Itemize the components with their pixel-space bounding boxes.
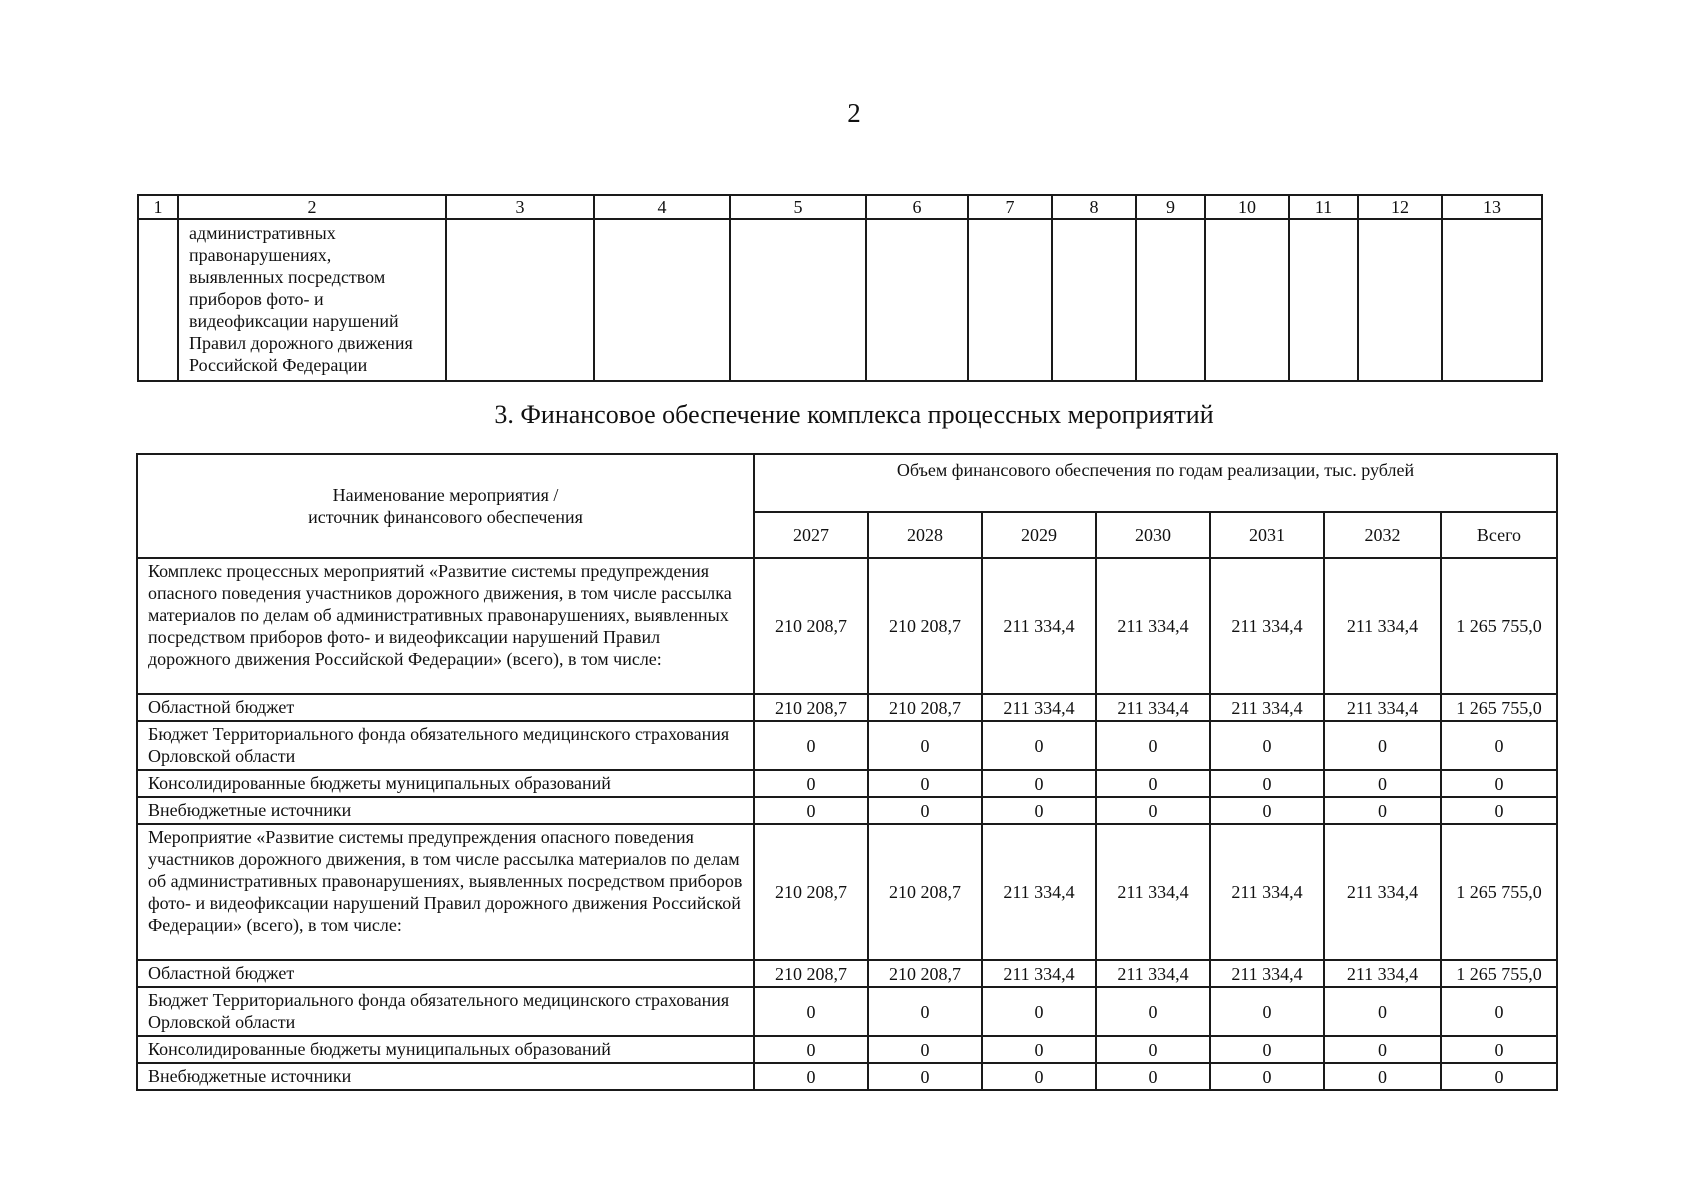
year-header: 2028 <box>868 512 982 558</box>
row-name-cell: Внебюджетные источники <box>137 797 754 824</box>
continued-text-cell <box>178 219 446 381</box>
value-cell: 211 334,4 <box>982 558 1096 694</box>
text-line: правонарушениях, <box>189 245 332 265</box>
total-value-cell: 0 <box>1441 987 1557 1036</box>
value-cell: 0 <box>1096 1063 1210 1090</box>
value-cell: 211 334,4 <box>1324 558 1441 694</box>
name-header-line: источник финансового обеспечения <box>308 507 583 527</box>
value-cell: 0 <box>1210 1063 1324 1090</box>
table-row <box>137 797 1557 824</box>
value-cell: 0 <box>1096 797 1210 824</box>
text-line: Российской Федерации <box>189 355 368 375</box>
value-cell: 0 <box>982 987 1096 1036</box>
value-cell: 211 334,4 <box>1210 824 1324 960</box>
row-name-cell: Мероприятие «Развитие системы предупреждения опасного поведения участников дорожного движения, в том числе рассылка материалов по делам об административных правонарушениях, выявленных посредством приборов фото- и видеофиксации нарушений Правил дорожного движения Российской Федерации» (всего), в том числе: <box>137 824 754 960</box>
value-cell: 0 <box>1324 1036 1441 1063</box>
value-cell: 0 <box>754 797 868 824</box>
value-cell: 0 <box>1210 987 1324 1036</box>
table-row <box>137 721 1557 770</box>
total-value-cell: 1 265 755,0 <box>1441 824 1557 960</box>
text-line: административных <box>189 223 336 243</box>
value-cell: 0 <box>982 721 1096 770</box>
value-cell: 210 208,7 <box>754 558 868 694</box>
value-cell: 211 334,4 <box>1210 694 1324 721</box>
value-cell: 0 <box>754 987 868 1036</box>
value-cell: 0 <box>1210 721 1324 770</box>
volume-header: Объем финансового обеспечения по годам реализации, тыс. рублей <box>754 454 1557 512</box>
name-header <box>137 454 754 558</box>
value-cell: 211 334,4 <box>1096 558 1210 694</box>
table-row <box>137 824 1557 960</box>
value-cell: 0 <box>1324 797 1441 824</box>
value-cell: 211 334,4 <box>1210 960 1324 987</box>
year-header: 2027 <box>754 512 868 558</box>
value-cell: 210 208,7 <box>754 694 868 721</box>
value-cell: 0 <box>754 1063 868 1090</box>
year-header: 2029 <box>982 512 1096 558</box>
value-cell: 0 <box>868 987 982 1036</box>
total-value-cell: 0 <box>1441 1036 1557 1063</box>
column-number-row <box>138 195 1542 219</box>
value-cell: 211 334,4 <box>1096 824 1210 960</box>
value-cell: 0 <box>1324 987 1441 1036</box>
value-cell: 210 208,7 <box>868 960 982 987</box>
table-cell <box>1442 219 1542 381</box>
row-name-cell: Областной бюджет <box>137 694 754 721</box>
total-value-cell: 0 <box>1441 797 1557 824</box>
name-header-line: Наименование мероприятия / <box>332 485 559 505</box>
table-row <box>138 219 1542 381</box>
value-cell: 0 <box>1096 721 1210 770</box>
row-name-cell: Областной бюджет <box>137 960 754 987</box>
value-cell: 0 <box>1210 797 1324 824</box>
column-number: 13 <box>1442 195 1542 219</box>
value-cell: 0 <box>1096 770 1210 797</box>
value-cell: 0 <box>1096 987 1210 1036</box>
row-name-cell: Бюджет Территориального фонда обязательного медицинского страхования Орловской области <box>137 987 754 1036</box>
text-line: видеофиксации нарушений <box>189 311 399 331</box>
total-value-cell: 1 265 755,0 <box>1441 960 1557 987</box>
finance-table-body <box>137 558 1557 1090</box>
value-cell: 210 208,7 <box>868 694 982 721</box>
column-number: 5 <box>730 195 866 219</box>
column-number: 4 <box>594 195 730 219</box>
total-value-cell: 0 <box>1441 721 1557 770</box>
column-number: 9 <box>1136 195 1205 219</box>
table-row <box>137 694 1557 721</box>
value-cell: 0 <box>868 1063 982 1090</box>
value-cell: 0 <box>868 1036 982 1063</box>
value-cell: 0 <box>754 770 868 797</box>
value-cell: 0 <box>1324 721 1441 770</box>
table-cell <box>1136 219 1205 381</box>
total-value-cell: 0 <box>1441 1063 1557 1090</box>
value-cell: 210 208,7 <box>754 960 868 987</box>
table-cell <box>1205 219 1289 381</box>
value-cell: 0 <box>868 721 982 770</box>
value-cell: 0 <box>1210 1036 1324 1063</box>
column-number: 11 <box>1289 195 1358 219</box>
table-row <box>137 1036 1557 1063</box>
table-row <box>137 960 1557 987</box>
value-cell: 0 <box>982 797 1096 824</box>
value-cell: 211 334,4 <box>1324 960 1441 987</box>
page-number: 2 <box>847 98 861 128</box>
row-name-cell: Консолидированные бюджеты муниципальных образований <box>137 1036 754 1063</box>
value-cell: 0 <box>982 1063 1096 1090</box>
continuation-table <box>137 194 1543 382</box>
column-number: 6 <box>866 195 968 219</box>
value-cell: 0 <box>868 797 982 824</box>
value-cell: 211 334,4 <box>982 694 1096 721</box>
table-row <box>137 987 1557 1036</box>
total-value-cell: 1 265 755,0 <box>1441 694 1557 721</box>
value-cell: 0 <box>982 1036 1096 1063</box>
value-cell: 211 334,4 <box>1096 694 1210 721</box>
finance-table <box>136 453 1558 1091</box>
year-header: 2030 <box>1096 512 1210 558</box>
table-cell <box>138 219 178 381</box>
text-line: Правил дорожного движения <box>189 333 413 353</box>
column-number: 7 <box>968 195 1052 219</box>
table-cell <box>730 219 866 381</box>
value-cell: 0 <box>982 770 1096 797</box>
value-cell: 0 <box>1096 1036 1210 1063</box>
table-cell <box>968 219 1052 381</box>
value-cell: 210 208,7 <box>868 824 982 960</box>
section-title: 3. Финансовое обеспечение комплекса процессных мероприятий <box>494 400 1214 429</box>
column-number: 3 <box>446 195 594 219</box>
row-name-cell: Внебюджетные источники <box>137 1063 754 1090</box>
table-row <box>137 558 1557 694</box>
table-cell <box>866 219 968 381</box>
value-cell: 0 <box>1210 770 1324 797</box>
table-row <box>137 1063 1557 1090</box>
value-cell: 211 334,4 <box>982 960 1096 987</box>
value-cell: 211 334,4 <box>1096 960 1210 987</box>
table-row <box>137 770 1557 797</box>
value-cell: 211 334,4 <box>1210 558 1324 694</box>
table-cell <box>594 219 730 381</box>
table-cell <box>1052 219 1136 381</box>
column-number: 1 <box>138 195 178 219</box>
year-header: 2031 <box>1210 512 1324 558</box>
table-cell <box>1289 219 1358 381</box>
row-name-cell: Бюджет Территориального фонда обязательного медицинского страхования Орловской области <box>137 721 754 770</box>
value-cell: 210 208,7 <box>868 558 982 694</box>
row-name-cell: Консолидированные бюджеты муниципальных образований <box>137 770 754 797</box>
value-cell: 210 208,7 <box>754 824 868 960</box>
value-cell: 0 <box>754 1036 868 1063</box>
column-number: 10 <box>1205 195 1289 219</box>
value-cell: 0 <box>1324 770 1441 797</box>
total-header: Всего <box>1441 512 1557 558</box>
value-cell: 211 334,4 <box>1324 694 1441 721</box>
value-cell: 0 <box>868 770 982 797</box>
value-cell: 211 334,4 <box>982 824 1096 960</box>
value-cell: 0 <box>1324 1063 1441 1090</box>
total-value-cell: 0 <box>1441 770 1557 797</box>
table-cell <box>446 219 594 381</box>
value-cell: 0 <box>754 721 868 770</box>
year-header: 2032 <box>1324 512 1441 558</box>
header-row <box>137 454 1557 512</box>
value-cell: 211 334,4 <box>1324 824 1441 960</box>
total-value-cell: 1 265 755,0 <box>1441 558 1557 694</box>
column-number: 12 <box>1358 195 1442 219</box>
column-number: 8 <box>1052 195 1136 219</box>
table-cell <box>1358 219 1442 381</box>
text-line: приборов фото- и <box>189 289 324 309</box>
column-number: 2 <box>178 195 446 219</box>
text-line: выявленных посредством <box>189 267 386 287</box>
row-name-cell: Комплекс процессных мероприятий «Развитие системы предупреждения опасного поведения участников дорожного движения, в том числе рассылка материалов по делам об административных правонарушениях, выявленных посредством приборов фото- и видеофиксации нарушений Правил дорожного движения Российской Федерации» (всего), в том числе: <box>137 558 754 694</box>
